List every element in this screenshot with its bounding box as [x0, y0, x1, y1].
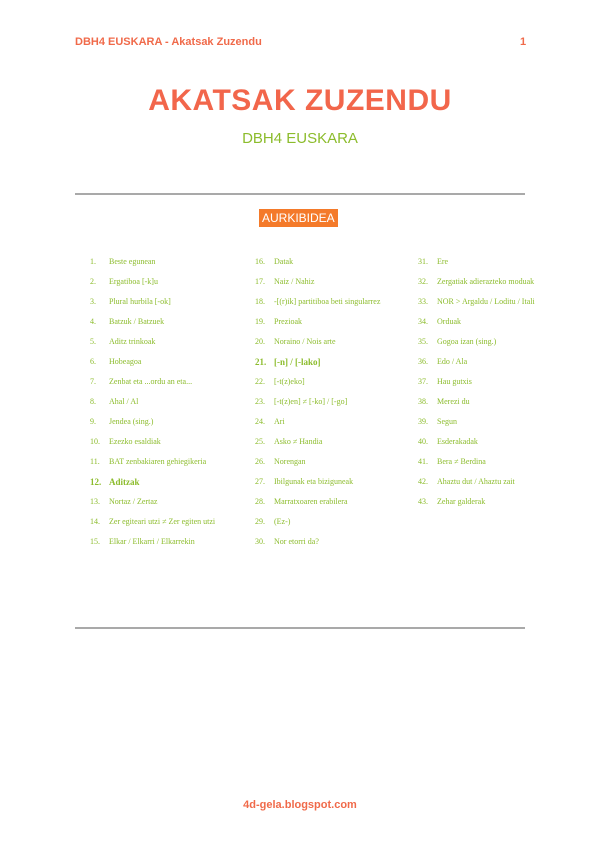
- toc-entry[interactable]: [90, 317, 230, 327]
- toc-entry-number: 11.: [90, 457, 100, 466]
- toc-entry[interactable]: [418, 477, 558, 487]
- toc-entry-number: 15.: [90, 537, 100, 546]
- toc-entry-label: Segun: [437, 417, 457, 426]
- toc-entry-number: 41.: [418, 457, 428, 466]
- toc-entry-number: 27.: [255, 477, 265, 486]
- toc-entry-label: Orduak: [437, 317, 461, 326]
- toc-entry-number: 39.: [418, 417, 428, 426]
- toc-entry-number: 12.: [90, 477, 102, 487]
- toc-entry-label: Merezi du: [437, 397, 470, 406]
- toc-entry-number: 37.: [418, 377, 428, 386]
- toc-entry-label: Zehar galderak: [437, 497, 486, 506]
- page-number: 1: [520, 36, 527, 48]
- running-header-title: DBH4 EUSKARA - Akatsak Zuzendu: [75, 36, 262, 48]
- toc-entry-number: 20.: [255, 337, 265, 346]
- toc-entry[interactable]: [255, 497, 395, 507]
- toc-entry[interactable]: [418, 377, 558, 387]
- toc-entry[interactable]: [418, 397, 558, 407]
- toc-entry-number: 28.: [255, 497, 265, 506]
- document-subtitle: DBH4 EUSKARA: [242, 130, 358, 147]
- toc-entry-number: 9.: [90, 417, 96, 426]
- toc-entry[interactable]: [255, 317, 395, 327]
- toc-entry-number: 26.: [255, 457, 265, 466]
- toc-entry-number: 21.: [255, 357, 267, 367]
- toc-heading: AURKIBIDEA: [259, 209, 338, 227]
- toc-entry-label: Elkar / Elkarri / Elkarrekin: [109, 537, 195, 546]
- toc-entry[interactable]: [418, 337, 558, 347]
- footer-url[interactable]: 4d-gela.blogspot.com: [243, 799, 357, 811]
- toc-column-3: [418, 257, 558, 517]
- toc-entry[interactable]: [255, 477, 395, 487]
- toc-entry[interactable]: [255, 457, 395, 467]
- toc-entry-number: 35.: [418, 337, 428, 346]
- toc-entry[interactable]: [255, 517, 395, 527]
- toc-entry-number: 2.: [90, 277, 96, 286]
- toc-entry[interactable]: [418, 257, 558, 267]
- toc-entry-number: 5.: [90, 337, 96, 346]
- toc-column-2: [255, 257, 395, 557]
- toc-entry-number: 14.: [90, 517, 100, 526]
- toc-entry-number: 23.: [255, 397, 265, 406]
- toc-entry[interactable]: [90, 457, 230, 467]
- toc-entry-label: [-n] / [-lako]: [274, 357, 321, 367]
- toc-entry[interactable]: [255, 537, 395, 547]
- toc-entry[interactable]: [418, 497, 558, 507]
- toc-entry-label: Nortaz / Zertaz: [109, 497, 158, 506]
- toc-entry-label: (Ez-): [274, 517, 291, 526]
- toc-entry-number: 16.: [255, 257, 265, 266]
- toc-entry-label: Hau gutxis: [437, 377, 472, 386]
- toc-entry-label: Aditzak: [109, 477, 140, 487]
- toc-entry[interactable]: [90, 497, 230, 507]
- toc-entry-label: Asko ≠ Handia: [274, 437, 323, 446]
- toc-entry[interactable]: [90, 437, 230, 447]
- toc-entry-label: Norengan: [274, 457, 306, 466]
- toc-entry[interactable]: [90, 277, 230, 287]
- toc-entry-number: 25.: [255, 437, 265, 446]
- toc-entry-number: 24.: [255, 417, 265, 426]
- toc-entry-number: 38.: [418, 397, 428, 406]
- toc-entry-label: Prezioak: [274, 317, 302, 326]
- toc-entry-label: [-t(z)eko]: [274, 377, 305, 386]
- toc-entry-label: Beste egunean: [109, 257, 156, 266]
- toc-entry-label: Edo / Ala: [437, 357, 468, 366]
- toc-entry-label: Hobeagoa: [109, 357, 142, 366]
- toc-entry-label: Plural hurbila [-ok]: [109, 297, 171, 306]
- toc-entry-label: Ere: [437, 257, 449, 266]
- toc-entry-number: 17.: [255, 277, 265, 286]
- toc-entry-number: 29.: [255, 517, 265, 526]
- toc-entry-number: 18.: [255, 297, 265, 306]
- toc-entry[interactable]: [90, 417, 230, 427]
- toc-entry[interactable]: [90, 297, 230, 307]
- toc-column-1: [90, 257, 230, 557]
- toc-entry[interactable]: [90, 357, 230, 367]
- toc-entry-label: Esderakadak: [437, 437, 478, 446]
- toc-entry-number: 3.: [90, 297, 96, 306]
- toc-entry[interactable]: [255, 417, 395, 427]
- toc-entry[interactable]: [418, 357, 558, 367]
- document-title: AKATSAK ZUZENDU: [148, 84, 452, 117]
- toc-entry[interactable]: [255, 377, 395, 387]
- toc-entry[interactable]: [90, 477, 230, 487]
- toc-entry[interactable]: [90, 337, 230, 347]
- toc-entry-label: Zenbat eta ...ordu an eta...: [109, 377, 193, 386]
- toc-entry-label: -[(r)ik] partitiboa beti singularrez: [274, 297, 381, 306]
- bottom-divider: [75, 627, 525, 629]
- toc-entry-number: 8.: [90, 397, 96, 406]
- toc-entry-label: Naiz / Nahiz: [274, 277, 315, 286]
- toc-entry-number: 4.: [90, 317, 96, 326]
- toc-entry[interactable]: [418, 417, 558, 427]
- toc-entry-number: 36.: [418, 357, 428, 366]
- toc-entry-number: 40.: [418, 437, 428, 446]
- toc-entry-number: 32.: [418, 277, 428, 286]
- toc-entry-label: Ahaztu dut / Ahaztu zait: [437, 477, 515, 486]
- toc-entry-number: 34.: [418, 317, 428, 326]
- toc-entry-label: Gogoa izan (sing.): [437, 337, 497, 346]
- toc-entry-label: Ahal / Al: [109, 397, 139, 406]
- toc-entry[interactable]: [418, 457, 558, 467]
- toc-entry-label: Ergatiboa [-k]u: [109, 277, 158, 286]
- toc-entry-label: Ezezko esaldiak: [109, 437, 161, 446]
- toc-entry[interactable]: [90, 397, 230, 407]
- toc-entry[interactable]: [255, 277, 395, 287]
- toc-entry-number: 30.: [255, 537, 265, 546]
- toc-entry[interactable]: [418, 297, 558, 307]
- toc-entry-label: Ari: [274, 417, 285, 426]
- toc-entry-number: 13.: [90, 497, 100, 506]
- toc-entry-label: Jendea (sing.): [109, 417, 154, 426]
- toc-entry-label: Batzuk / Batzuek: [109, 317, 165, 326]
- toc-entry-number: 42.: [418, 477, 428, 486]
- toc-entry-label: Zer egiteari utzi ≠ Zer egiten utzi: [109, 517, 216, 526]
- toc-entry-number: 19.: [255, 317, 265, 326]
- toc-entry-label: Noraino / Nois arte: [274, 337, 336, 346]
- toc-entry[interactable]: [255, 337, 395, 347]
- toc-entry-number: 33.: [418, 297, 428, 306]
- toc-entry-number: 6.: [90, 357, 96, 366]
- toc-entry[interactable]: [418, 437, 558, 447]
- toc-entry-label: Nor etorri da?: [274, 537, 319, 546]
- toc-entry-label: Bera ≠ Berdina: [437, 457, 486, 466]
- toc-entry[interactable]: [90, 517, 230, 527]
- top-divider: [75, 193, 525, 195]
- toc-entry-label: Aditz trinkoak: [109, 337, 156, 346]
- toc-entry-number: 7.: [90, 377, 96, 386]
- toc-entry[interactable]: [255, 437, 395, 447]
- toc-entry-label: BAT zenbakiaren gehiegikeria: [109, 457, 207, 466]
- toc-entry-label: [-t(z)en] ≠ [-ko] / [-go]: [274, 397, 348, 406]
- toc-entry[interactable]: [418, 277, 558, 287]
- toc-entry-label: Marratxoaren erabilera: [274, 497, 348, 506]
- toc-entry[interactable]: [255, 257, 395, 267]
- toc-entry[interactable]: [255, 357, 395, 367]
- toc-entry-label: Datak: [274, 257, 294, 266]
- toc-entry[interactable]: [90, 257, 230, 267]
- toc-entry-number: 10.: [90, 437, 100, 446]
- toc-entry-number: 1.: [90, 257, 96, 266]
- toc-entry[interactable]: [90, 537, 230, 547]
- toc-entry-number: 22.: [255, 377, 265, 386]
- toc-entry-label: Ibilgunak eta biziguneak: [274, 477, 354, 486]
- toc-entry[interactable]: [90, 377, 230, 387]
- toc-entry[interactable]: [418, 317, 558, 327]
- toc-entry-label: NOR > Argaldu / Loditu / Itali: [437, 297, 535, 306]
- toc-entry-label: Zergatiak adierazteko moduak: [437, 277, 535, 286]
- toc-entry-number: 43.: [418, 497, 428, 506]
- toc-entry[interactable]: [255, 397, 395, 407]
- toc-entry-number: 31.: [418, 257, 428, 266]
- toc-entry[interactable]: [255, 297, 395, 307]
